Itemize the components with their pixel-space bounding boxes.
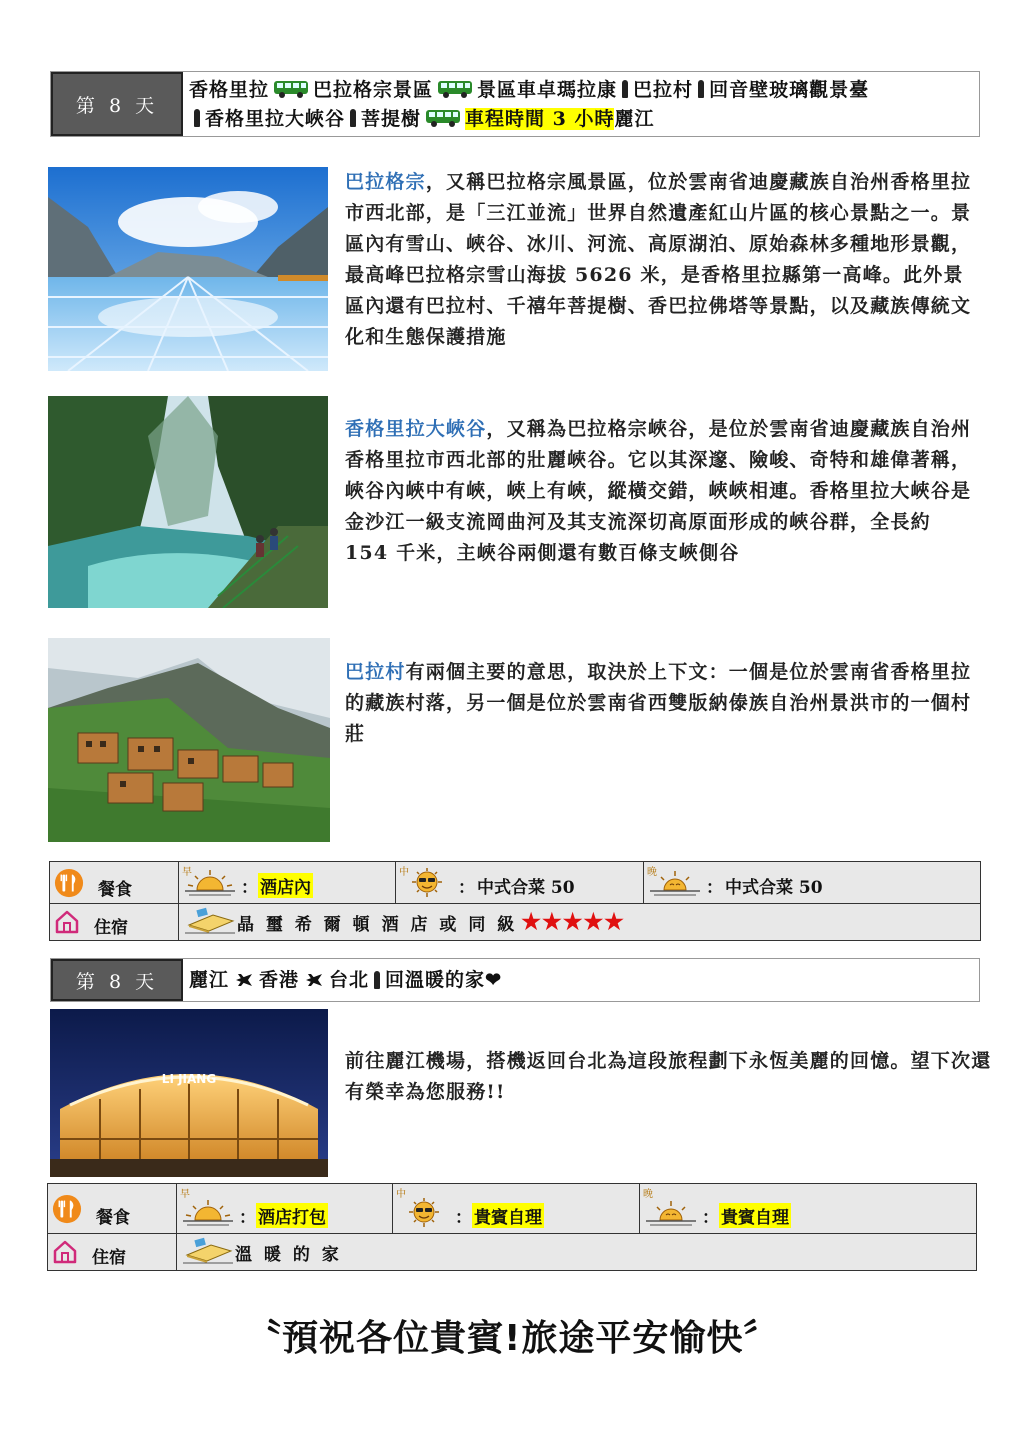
day-header-1 bbox=[50, 71, 980, 137]
meal-lodging-table-1 bbox=[49, 861, 981, 941]
meal-tag: 晚 bbox=[643, 1189, 653, 1200]
bed-icon bbox=[181, 1235, 235, 1265]
attraction-text: 有兩個主要的意思，取決於上下文：一個是位於雲南省香格里拉的藏族村落，另一個是位於雲南省西雙版納傣族自治州景洪市的一個村莊 bbox=[345, 661, 972, 745]
meals-label: 餐食 bbox=[96, 1208, 130, 1228]
heart-icon: ❤ bbox=[485, 968, 502, 991]
day-route bbox=[183, 959, 979, 1001]
hotel-cell bbox=[177, 1234, 976, 1270]
dinner-value: 中式合菜 50 bbox=[725, 878, 823, 898]
meal-tag: 早 bbox=[182, 867, 192, 878]
bus-icon bbox=[273, 79, 309, 99]
attraction-text: ，又稱為巴拉格宗峽谷，是位於雲南省迪慶藏族自治州香格里拉市西北部的壯麗峽谷。它以其深邃、險峻、奇特和雄偉著稱，峽谷內峽中有峽，峽上有峽，縱橫交錯，峽峽相連。香格里拉大峽谷是金沙江一級支流岡曲河及其支流深切高原面形成的峽谷群，全長約 154 千米，主峽谷兩側還有數百條支峽側谷 bbox=[345, 418, 972, 564]
pin-icon bbox=[350, 109, 356, 127]
meals-header bbox=[50, 862, 179, 903]
route-stop: 回音壁玻璃觀景臺 bbox=[709, 79, 870, 101]
hotel-name: 晶 璽 希 爾 頓 酒 店 或 同 級 bbox=[237, 915, 518, 935]
meals-header bbox=[48, 1184, 177, 1233]
route-stop: 菩提樹 bbox=[361, 108, 422, 130]
farewell-message: 〝預祝各位貴賓!旅途平安愉快〞 bbox=[245, 1318, 781, 1359]
breakfast-cell: 早 ： 酒店內 bbox=[179, 862, 396, 903]
route-stop: 香港 bbox=[259, 968, 300, 991]
airplane-icon bbox=[304, 970, 324, 990]
meal-tag: 晚 bbox=[647, 867, 657, 878]
bus-icon bbox=[437, 79, 473, 99]
photo-glass-platform bbox=[48, 167, 328, 371]
lunch-cell: 中 ： 貴賓自理 bbox=[393, 1184, 640, 1233]
hotel-cell bbox=[179, 904, 980, 940]
breakfast-cell: 早 ： 酒店打包 bbox=[177, 1184, 393, 1233]
attraction-name: 巴拉格宗 bbox=[345, 171, 426, 193]
attraction-description bbox=[345, 657, 975, 750]
house-icon bbox=[54, 909, 80, 935]
bed-icon bbox=[183, 905, 237, 935]
route-stop: 麗江 bbox=[189, 968, 230, 991]
pin-icon bbox=[698, 80, 704, 98]
breakfast-value: 酒店內 bbox=[258, 873, 313, 898]
utensils-icon bbox=[54, 868, 84, 898]
lodging-header bbox=[48, 1234, 177, 1270]
route-stop: 香格里拉 bbox=[189, 79, 270, 101]
description-text: 前往麗江機場，搭機返回台北為這段旅程劃下永恆美麗的回憶。望下次還有榮幸為您服務!! bbox=[345, 1050, 992, 1103]
dinner-value: 貴賓自理 bbox=[719, 1203, 791, 1228]
attraction-name: 巴拉村 bbox=[345, 661, 406, 683]
meal-tag: 中 bbox=[399, 867, 409, 878]
drive-time: 車程時間 3 小時 bbox=[465, 108, 615, 130]
lodging-label: 住宿 bbox=[92, 1247, 126, 1268]
house-icon bbox=[52, 1239, 78, 1265]
lodging-header bbox=[50, 904, 179, 940]
lunch-cell: 中 ： 中式合菜 50 bbox=[396, 862, 644, 903]
meal-tag: 早 bbox=[180, 1189, 190, 1200]
airport-sign: LI JIANG bbox=[161, 1072, 217, 1086]
day-header-2 bbox=[50, 958, 980, 1002]
attraction-name: 香格里拉大峽谷 bbox=[345, 418, 487, 440]
dinner-cell: 晚 ： 貴賓自理 bbox=[640, 1184, 976, 1233]
day-label: 第 8 天 bbox=[51, 72, 183, 136]
meals-label: 餐食 bbox=[98, 880, 132, 900]
airplane-icon bbox=[234, 970, 254, 990]
utensils-icon bbox=[52, 1194, 82, 1224]
photo-canyon bbox=[48, 396, 328, 608]
attraction-description bbox=[345, 414, 975, 569]
attraction-text: ，又稱巴拉格宗風景區，位於雲南省迪慶藏族自治州香格里拉市西北部，是「三江並流」世界自然遺產紅山片區的核心景點之一。景區內有雪山、峽谷、冰川、河流、高原湖泊、原始森林多種地形景觀，最高峰巴拉格宗雪山海拔 5626 米，是香格里拉縣第一高峰。此外景區內還有巴拉村、千禧年菩提樹、香巴拉佛塔等景點，以及藏族傳統文化和生態保護措施 bbox=[345, 171, 972, 348]
day-label: 第 8 天 bbox=[51, 959, 183, 1001]
sun-sunglasses-icon bbox=[397, 1198, 451, 1228]
route-stop: 香格里拉大峽谷 bbox=[205, 108, 346, 130]
lunch-value: 貴賓自理 bbox=[472, 1203, 544, 1228]
day-route bbox=[183, 72, 979, 136]
pin-icon bbox=[622, 80, 628, 98]
lodging-label: 住宿 bbox=[94, 917, 128, 938]
route-stop: 景區車卓瑪拉康 bbox=[477, 79, 618, 101]
route-destination: 麗江 bbox=[614, 108, 655, 130]
route-stop: 巴拉村 bbox=[633, 79, 694, 101]
pin-icon bbox=[194, 109, 200, 127]
hotel-name: 溫 暖 的 家 bbox=[235, 1245, 342, 1265]
lunch-value: 中式合菜 50 bbox=[477, 878, 575, 898]
breakfast-value: 酒店打包 bbox=[256, 1203, 328, 1228]
photo-bala-village bbox=[48, 638, 330, 842]
route-stop: 回溫暖的家 bbox=[385, 968, 486, 991]
sunrise-icon bbox=[181, 1198, 235, 1228]
photo-lijiang-airport bbox=[50, 1009, 328, 1177]
bus-icon bbox=[425, 108, 461, 128]
attraction-description bbox=[345, 167, 975, 353]
meal-tag: 中 bbox=[396, 1189, 406, 1200]
pin-icon bbox=[374, 971, 380, 989]
route-stop: 台北 bbox=[329, 968, 370, 991]
star-rating: ★★★★★ bbox=[521, 909, 625, 935]
dinner-cell: 晚 ： 中式合菜 50 bbox=[644, 862, 980, 903]
sunset-icon bbox=[644, 1198, 698, 1228]
day-description bbox=[345, 1046, 1005, 1108]
meal-lodging-table-2 bbox=[47, 1183, 977, 1271]
route-stop: 巴拉格宗景區 bbox=[313, 79, 434, 101]
